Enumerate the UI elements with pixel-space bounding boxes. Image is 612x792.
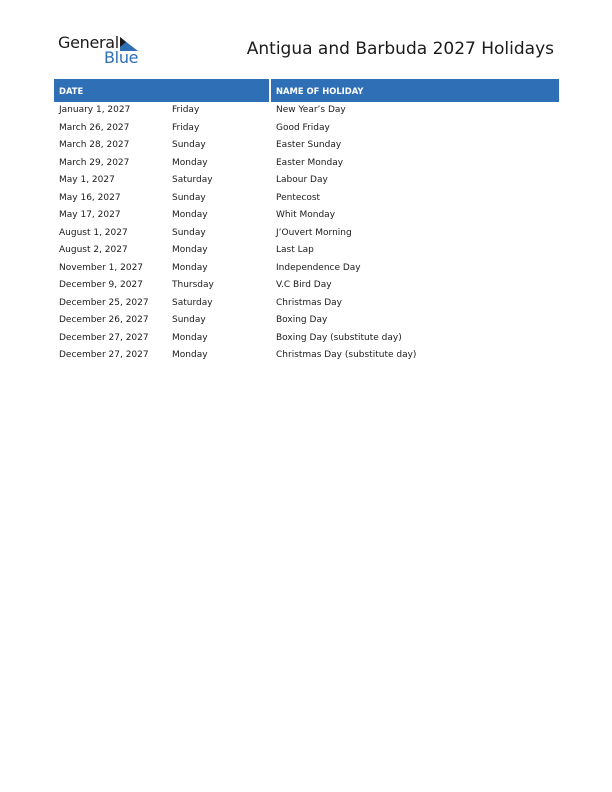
holiday-date-cell: August 2, 2027 [59, 245, 128, 255]
weekday-cell: Saturday [172, 297, 213, 308]
table-row [54, 295, 559, 313]
holiday-name-cell: Easter Monday [276, 157, 344, 168]
holiday-name-cell: Boxing Day (substitute day) [276, 332, 402, 343]
holiday-name-cell: Christmas Day (substitute day) [276, 350, 417, 360]
holiday-name-cell: Easter Sunday [276, 140, 342, 150]
holiday-table [54, 79, 559, 365]
holiday-date-cell: May 16, 2027 [59, 192, 121, 203]
table-header [54, 79, 559, 102]
column-divider [269, 79, 271, 102]
table-row [54, 347, 559, 365]
holiday-date-cell: March 28, 2027 [59, 140, 130, 150]
weekday-cell: Monday [172, 245, 208, 255]
holiday-name-cell: Christmas Day [276, 297, 343, 308]
logo-word-blue: Blue [104, 48, 139, 67]
table-body [54, 102, 559, 365]
weekday-cell: Sunday [172, 227, 206, 238]
weekday-cell: Sunday [172, 315, 206, 325]
table-row [54, 277, 559, 295]
holiday-date-cell: December 9, 2027 [59, 280, 143, 290]
holiday-name-cell: Whit Monday [276, 210, 336, 220]
weekday-cell: Sunday [172, 192, 206, 203]
weekday-cell: Monday [172, 262, 208, 273]
weekday-cell: Friday [172, 105, 200, 115]
table-row [54, 190, 559, 208]
table-row [54, 137, 559, 155]
page-title: Antigua and Barbuda 2027 Holidays [246, 39, 554, 59]
holiday-name-cell: Good Friday [276, 122, 330, 133]
weekday-cell: Sunday [172, 140, 206, 150]
table-row [54, 155, 559, 173]
weekday-cell: Monday [172, 157, 208, 168]
holiday-date-cell: May 17, 2027 [59, 210, 121, 220]
table-row [54, 102, 559, 120]
holiday-date-cell: May 1, 2027 [59, 175, 115, 185]
holiday-name-cell: J’Ouvert Morning [276, 227, 352, 238]
holiday-name-cell: V.C Bird Day [276, 280, 332, 290]
holiday-date-cell: December 27, 2027 [59, 332, 149, 343]
holiday-name-cell: Pentecost [276, 192, 321, 203]
holiday-date-cell: March 29, 2027 [59, 157, 130, 168]
table-row [54, 120, 559, 138]
table-row [54, 260, 559, 278]
table-row [54, 242, 559, 260]
holiday-date-cell: December 27, 2027 [59, 350, 149, 360]
weekday-cell: Saturday [172, 175, 213, 185]
weekday-cell: Monday [172, 350, 208, 360]
holiday-date-cell: November 1, 2027 [59, 262, 144, 273]
holiday-date-cell: December 25, 2027 [59, 297, 149, 308]
holiday-date-cell: August 1, 2027 [59, 227, 128, 238]
generalblue-logo [58, 34, 148, 70]
weekday-cell: Monday [172, 332, 208, 343]
holiday-name-cell: Last Lap [276, 245, 314, 255]
weekday-cell: Thursday [172, 280, 214, 290]
table-row [54, 225, 559, 243]
table-row [54, 172, 559, 190]
holiday-name-cell: Independence Day [276, 262, 361, 273]
holiday-name-cell: New Year’s Day [276, 105, 346, 115]
weekday-cell: Friday [172, 122, 200, 133]
table-row [54, 207, 559, 225]
table-row [54, 330, 559, 348]
logo-word-general: General [58, 33, 119, 52]
weekday-cell: Monday [172, 210, 208, 220]
holiday-date-cell: March 26, 2027 [59, 122, 130, 133]
table-row [54, 312, 559, 330]
holiday-date-cell: January 1, 2027 [59, 105, 131, 115]
holiday-date-cell: December 26, 2027 [59, 315, 149, 325]
holiday-name-cell: Labour Day [276, 175, 328, 185]
column-header-holiday-name: NAME OF HOLIDAY [276, 86, 364, 96]
holiday-name-cell: Boxing Day [276, 315, 328, 325]
column-header-date: DATE [59, 86, 84, 96]
